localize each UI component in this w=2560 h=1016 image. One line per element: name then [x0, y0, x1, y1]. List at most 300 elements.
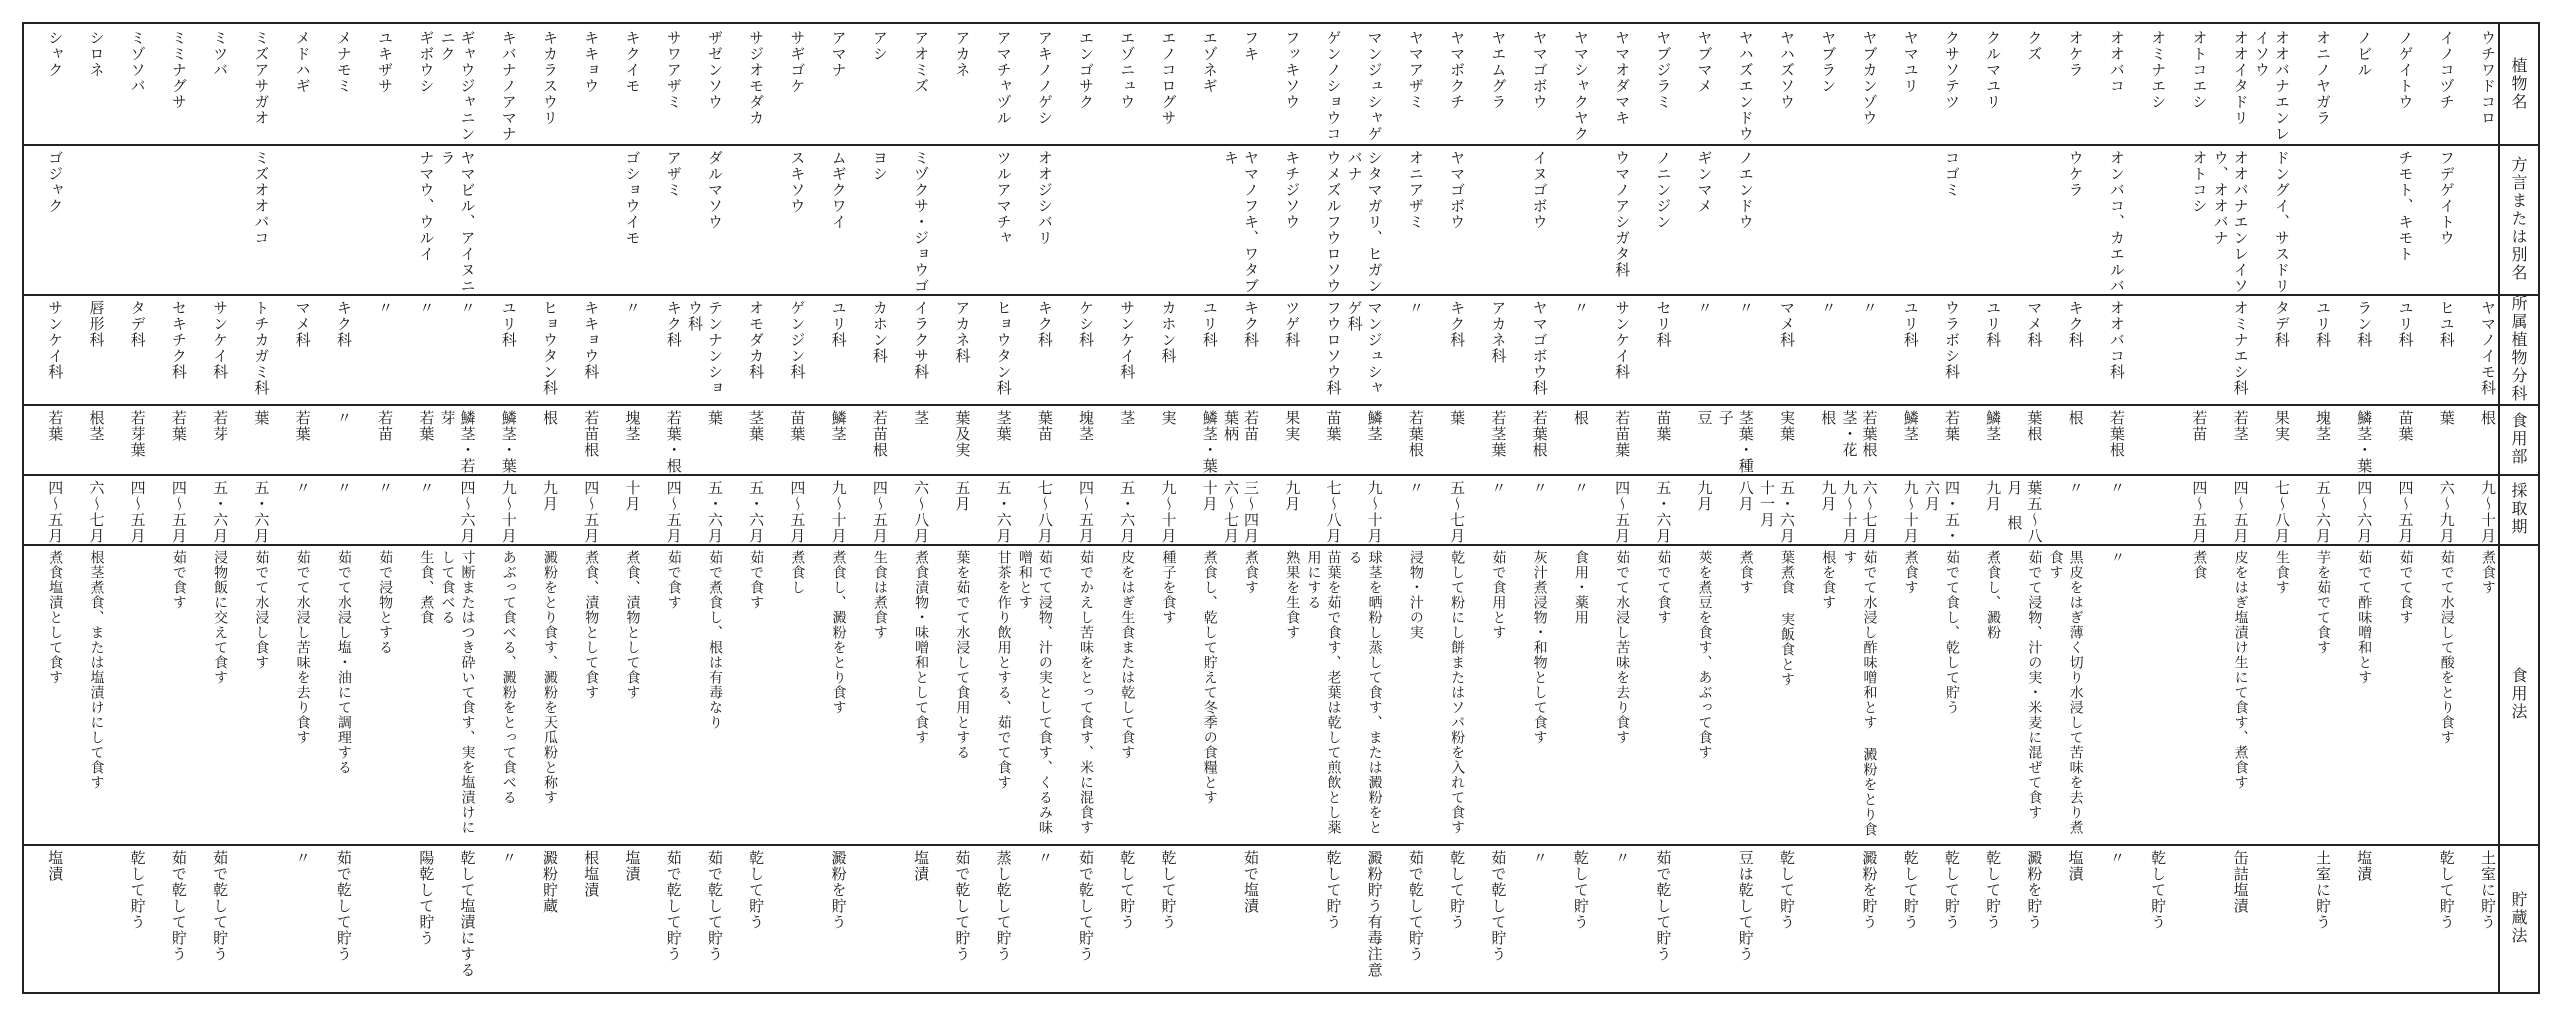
- cell-part: 根: [2066, 410, 2085, 426]
- cell-season: 〃: [293, 480, 312, 496]
- cell-family: 〃: [1695, 300, 1714, 316]
- cell-season: 九月: [1819, 480, 1838, 512]
- cell-name: サワアザミ: [664, 30, 683, 110]
- cell-name: ヤブラン: [1819, 30, 1838, 94]
- cell-family: オミナエシ科: [2231, 300, 2250, 396]
- cell-family: マメ科: [1778, 300, 1797, 348]
- cell-family: タデ科: [128, 300, 147, 348]
- cell-use: 乾して粉にし餅またはソバ粉を入れて食す: [1449, 550, 1466, 835]
- cell-storage: [1673, 844, 1714, 992]
- plant-column: [1302, 24, 1343, 992]
- cell-name: オトコエシ: [2190, 30, 2209, 110]
- cell-part: 若葉: [1942, 410, 1961, 442]
- cell-use: 寸断またはつき砕いて食す、実を塩漬けにして食べる: [439, 550, 476, 835]
- cell-alias: [2333, 144, 2374, 294]
- plant-column: [1550, 24, 1591, 992]
- plant-column: [1756, 24, 1797, 992]
- cell-family: アカネ科: [1489, 300, 1508, 364]
- cell-season: 四〜五月: [46, 480, 65, 544]
- plant-column: [1715, 24, 1756, 992]
- cell-storage: 陽乾して貯う: [417, 850, 436, 946]
- cell-part: 若葉根: [1406, 410, 1425, 458]
- cell-family: タデ科: [2272, 300, 2291, 348]
- cell-family: ヤマゴボウ科: [1530, 300, 1549, 396]
- cell-name: ヤハズソウ: [1778, 30, 1797, 110]
- cell-family: ユリ科: [2396, 300, 2415, 348]
- cell-part: [2127, 404, 2168, 474]
- cell-alias: [1055, 144, 1096, 294]
- cell-alias: [2003, 144, 2044, 294]
- cell-use: 茹で食す: [665, 550, 682, 610]
- plant-column: [2086, 24, 2127, 992]
- cell-part: 若葉: [417, 410, 436, 442]
- cell-season: 〃: [376, 480, 395, 496]
- plant-column: [2168, 24, 2209, 992]
- header-alias: 方言または別名: [2509, 156, 2528, 282]
- cell-name: ヤブマメ: [1695, 30, 1714, 94]
- cell-part: 鱗茎・葉: [1200, 410, 1219, 474]
- cell-use: 莢を煮豆を食す、あぶって食す: [1696, 550, 1713, 760]
- cell-part: 若苗葉: [1613, 410, 1632, 458]
- cell-season: 四〜五月: [169, 480, 188, 544]
- cell-name: オニノヤガラ: [2314, 30, 2333, 126]
- cell-season: 七〜八月: [1035, 480, 1054, 544]
- cell-alias: ダルマソウ: [705, 150, 724, 230]
- cell-alias: [1550, 144, 1591, 294]
- plant-column: [1014, 24, 1055, 992]
- plant-column: [65, 24, 106, 992]
- cell-use: 煮食漬物・味噌和として食す: [913, 550, 930, 745]
- cell-part: 若葉: [169, 410, 188, 442]
- cell-storage: 澱粉を貯う: [2025, 850, 2044, 930]
- cell-name: アカネ: [953, 30, 972, 78]
- cell-use: 熟果を生食す: [1284, 550, 1301, 640]
- cell-season: 四〜五月: [788, 480, 807, 544]
- cell-alias: ドングイ、サスドリ: [2272, 150, 2291, 294]
- cell-name: フキ: [1241, 30, 1260, 62]
- cell-season: 九〜十月: [2478, 480, 2497, 544]
- cell-season: 九〜十月: [499, 480, 518, 544]
- cell-season: 九〜十月: [1159, 480, 1178, 544]
- cell-storage: 乾して貯う: [128, 850, 147, 930]
- plant-column: [354, 24, 395, 992]
- cell-storage: 茹で乾して貯う: [664, 850, 683, 962]
- cell-season: 〃: [2107, 480, 2126, 496]
- plant-column: [1385, 24, 1426, 992]
- cell-part: 塊茎: [2314, 410, 2333, 442]
- cell-use: 浸物・汁の実: [1407, 550, 1424, 640]
- cell-use: 茹で浸物とする: [377, 550, 394, 655]
- cell-part: 根: [541, 410, 560, 426]
- plant-column: [1055, 24, 1096, 992]
- cell-alias: イヌゴボウ: [1530, 150, 1549, 230]
- cell-alias: ツルアマチャ: [994, 150, 1013, 246]
- cell-part: 茎葉: [747, 410, 766, 442]
- cell-alias: オオバナエンレイソウ、オオバナ: [2211, 150, 2250, 294]
- cell-use: 茹でて食し、乾して貯う: [1943, 550, 1960, 715]
- cell-family: ユリ科: [1984, 300, 2003, 348]
- header-name: 植物名: [2509, 57, 2528, 111]
- plant-column: [519, 24, 560, 992]
- cell-name: メナモミ: [334, 30, 353, 94]
- plant-column: [890, 24, 931, 992]
- cell-storage: 乾して貯う: [1901, 850, 1920, 930]
- cell-family: 〃: [623, 300, 642, 316]
- cell-storage: [1797, 844, 1838, 992]
- cell-season: 〃: [417, 480, 436, 496]
- cell-use: 煮食す: [1737, 550, 1754, 595]
- cell-storage: 缶詰塩漬: [2231, 850, 2250, 914]
- cell-season: 六〜八月: [912, 480, 931, 544]
- cell-storage: 塩漬: [2355, 850, 2374, 882]
- cell-part: 鱗茎: [1365, 410, 1384, 442]
- plant-column: [230, 24, 271, 992]
- cell-storage: 乾して貯う: [1571, 850, 1590, 930]
- cell-name: ミズアサガオ: [252, 30, 271, 126]
- cell-use: 〃: [2108, 550, 2125, 565]
- cell-alias: ゴジャク: [46, 150, 65, 214]
- cell-part: 苗葉: [1324, 410, 1343, 442]
- cell-season: 五・六月: [211, 480, 230, 544]
- cell-season: 四〜五月: [2396, 480, 2415, 544]
- cell-storage: [230, 844, 271, 992]
- cell-family: キク科: [1448, 300, 1467, 348]
- cell-storage: 乾して貯う: [1448, 850, 1467, 930]
- plant-column: [931, 24, 972, 992]
- cell-part: 葉及実: [953, 410, 972, 458]
- cell-name: ゲンノショウコ: [1324, 30, 1343, 142]
- cell-name: エンゴサク: [1077, 30, 1096, 110]
- cell-storage: 〃: [1613, 850, 1632, 866]
- cell-use: 茹でて水浸し酢味噌和とす 澱粉をとり食す: [1841, 550, 1878, 837]
- cell-alias: [1179, 144, 1220, 294]
- cell-alias: [1797, 144, 1838, 294]
- cell-alias: [931, 144, 972, 294]
- cell-part: 葉: [705, 410, 724, 426]
- cell-use: 葉煮食 実飯食とす: [1779, 550, 1796, 687]
- cell-storage: 乾して貯う: [1118, 850, 1137, 930]
- cell-use: 浸物飯に交えて食す: [212, 550, 229, 685]
- cell-alias: オンバコ、カエルバ: [2107, 150, 2126, 294]
- plant-column: [1962, 24, 2003, 992]
- plant-column: [271, 24, 312, 992]
- cell-season: 九月: [1283, 480, 1302, 512]
- plant-column: [1179, 24, 1220, 992]
- cell-season: 七〜八月: [1324, 480, 1343, 544]
- cell-name: アオミズ: [912, 30, 931, 94]
- cell-name: キバナノアマナ: [499, 30, 518, 142]
- cell-name: ギャウジャニンニク: [438, 30, 477, 142]
- cell-alias: ヤマゴボウ: [1448, 150, 1467, 230]
- cell-name: オミナエシ: [2149, 30, 2168, 110]
- cell-alias: [189, 144, 230, 294]
- cell-part: 根: [1819, 410, 1838, 426]
- cell-storage: 塩漬: [912, 850, 931, 882]
- cell-storage: 澱粉貯う有毒注意: [1365, 850, 1384, 978]
- cell-part: 若葉根茎・花: [1840, 410, 1879, 458]
- cell-storage: 茹で乾して貯う: [1077, 850, 1096, 962]
- cell-name: サギゴケ: [788, 30, 807, 94]
- cell-family: 〃: [458, 300, 477, 316]
- cell-name: クズ: [2025, 30, 2044, 62]
- cell-family: サンケイ科: [1118, 300, 1137, 380]
- cell-season: 〃: [1406, 480, 1425, 496]
- cell-name: ヤマオダマキ: [1613, 30, 1632, 126]
- cell-season: 〃: [2066, 480, 2085, 496]
- cell-family: ユリ科: [1200, 300, 1219, 348]
- cell-alias: ウケラ: [2066, 150, 2085, 198]
- cell-storage: 澱粉を貯う: [1860, 850, 1879, 930]
- cell-part: 鱗茎・葉: [499, 410, 518, 474]
- cell-part: 茎葉: [994, 410, 1013, 442]
- cell-use: 煮食し、澱粉をとり食す: [830, 550, 847, 715]
- cell-part: 果実: [2272, 410, 2291, 442]
- cell-family: カホン科: [1159, 300, 1178, 364]
- cell-storage: [849, 844, 890, 992]
- cell-family: 〃: [1571, 300, 1590, 316]
- cell-family: トチカガミ科: [252, 300, 271, 396]
- cell-part: 実: [1159, 410, 1178, 426]
- cell-season: 七〜八月: [2272, 480, 2291, 544]
- cell-season: 四〜五月: [1613, 480, 1632, 544]
- cell-family: 唇形科: [87, 300, 106, 348]
- cell-storage: 乾して貯う: [2437, 850, 2456, 930]
- cell-name: ヤブカンゾウ: [1860, 30, 1879, 126]
- cell-season: 九〜十月: [1901, 480, 1920, 544]
- cell-name: ギボウシ: [417, 30, 436, 94]
- cell-alias: ウメズルフウロソウ: [1324, 150, 1343, 294]
- cell-storage: 乾して貯う: [747, 850, 766, 930]
- cell-name: フッキソウ: [1283, 30, 1302, 110]
- plant-column: [2374, 24, 2415, 992]
- cell-alias: アザミ: [664, 150, 683, 198]
- cell-use: あぶって食べる、澱粉をとって食べる: [500, 550, 517, 805]
- cell-family: [2168, 294, 2209, 404]
- cell-alias: [148, 144, 189, 294]
- cell-alias: ミヅクサ・ジョウゴ: [912, 150, 931, 294]
- cell-part: 根: [1571, 410, 1590, 426]
- cell-family: 〃: [1406, 300, 1425, 316]
- plant-column: [189, 24, 230, 992]
- cell-use: 茹でかえし苦味をとって食す、米に混食す: [1078, 550, 1095, 835]
- cell-alias: ミズオオバコ: [252, 150, 271, 246]
- cell-part: 実葉: [1778, 410, 1797, 442]
- cell-family: ユリ科: [1901, 300, 1920, 348]
- cell-name: クサソテツ: [1942, 30, 1961, 110]
- cell-family: [2127, 294, 2168, 404]
- cell-alias: ギンマメ: [1695, 150, 1714, 214]
- cell-alias: チモト、キモト: [2396, 150, 2415, 262]
- cell-season: 五・六月: [747, 480, 766, 544]
- cell-alias: ウマノアシガタ科: [1613, 150, 1632, 278]
- cell-alias: [1838, 144, 1879, 294]
- cell-season: 六〜七月 九〜十月: [1840, 480, 1879, 544]
- plant-column: [849, 24, 890, 992]
- cell-name: アマチャヅル: [994, 30, 1013, 126]
- cell-alias: オトコシ: [2190, 150, 2209, 214]
- cell-use: 煮食す: [2479, 550, 2496, 595]
- cell-name: エゾネギ: [1200, 30, 1219, 94]
- cell-alias: [1467, 144, 1508, 294]
- plant-column: [2044, 24, 2085, 992]
- plant-column: [1838, 24, 1879, 992]
- cell-family: キク科: [1241, 300, 1260, 348]
- plant-column: [24, 24, 65, 992]
- cell-use: 茹でて水浸し塩・油にて調理する: [335, 550, 352, 775]
- cell-part: 苗葉: [788, 410, 807, 442]
- cell-name: オオイタドリ: [2231, 30, 2250, 126]
- cell-storage: 乾して貯う: [1778, 850, 1797, 930]
- cell-season: 九〜十月: [1365, 480, 1384, 544]
- header-season: 採取期: [2509, 482, 2528, 536]
- cell-season: 四〜五月: [2190, 480, 2209, 544]
- plant-column: [684, 24, 725, 992]
- cell-name: イノコヅチ: [2437, 30, 2456, 110]
- plant-column: [1220, 24, 1261, 992]
- cell-name: ノビル: [2355, 30, 2374, 78]
- cell-family: サンケイ科: [1613, 300, 1632, 380]
- cell-use: 生食す: [2273, 550, 2290, 595]
- cell-storage: 茹で乾して貯う: [953, 850, 972, 962]
- cell-part: 苗葉: [2396, 410, 2415, 442]
- cell-season: 四・五・六月: [1922, 480, 1961, 544]
- plant-column: [106, 24, 147, 992]
- cell-storage: 塩漬: [2066, 850, 2085, 882]
- cell-part: 若葉・根: [664, 410, 683, 474]
- cell-use: 葉を茹でて水浸して食用とする: [954, 550, 971, 760]
- cell-part: 茎葉・種子: [1716, 410, 1755, 474]
- cell-name: ノゲイトウ: [2396, 30, 2415, 110]
- cell-family: キク科: [664, 300, 683, 348]
- cell-alias: ヨシ: [870, 150, 889, 182]
- cell-storage: 茹で乾して貯う: [211, 850, 230, 962]
- cell-name: ウチワドコロ: [2478, 30, 2497, 126]
- cell-season: 五・六月: [994, 480, 1013, 544]
- cell-use: 皮をはぎ塩漬け生にて食す、煮食す: [2232, 550, 2249, 790]
- plant-column: [725, 24, 766, 992]
- cell-part: 若苗: [376, 410, 395, 442]
- cell-family: 〃: [417, 300, 436, 316]
- cell-storage: 塩漬: [46, 850, 65, 882]
- cell-alias: [1096, 144, 1137, 294]
- cell-name: エゾニュウ: [1118, 30, 1137, 110]
- cell-season: 四〜五月: [664, 480, 683, 544]
- cell-name: アシ: [870, 30, 889, 62]
- cell-use: 煮食: [2191, 550, 2208, 580]
- cell-storage: 茹で乾して貯う: [1489, 850, 1508, 962]
- cell-storage: 茹で乾して貯う: [705, 850, 724, 962]
- cell-season: 四〜五月: [870, 480, 889, 544]
- cell-storage: 澱粉貯蔵: [541, 850, 560, 914]
- cell-name: ミツバ: [211, 30, 230, 78]
- cell-family: ヤマノイモ科: [2478, 300, 2497, 396]
- cell-name: ヤマユリ: [1901, 30, 1920, 94]
- cell-season: 五・六月 十一月: [1758, 480, 1797, 544]
- cell-name: ヤマボクチ: [1448, 30, 1467, 110]
- cell-use: 芋を茹でて食す: [2315, 550, 2332, 655]
- cell-name: クルマユリ: [1984, 30, 2003, 110]
- cell-season: 五・六月: [1654, 480, 1673, 544]
- cell-alias: [1880, 144, 1921, 294]
- cell-alias: コゴミ: [1942, 150, 1961, 198]
- cell-season: 〃: [334, 480, 353, 496]
- cell-part: 葉: [252, 410, 271, 426]
- cell-alias: [271, 144, 312, 294]
- cell-storage: 乾して貯う: [1984, 850, 2003, 930]
- plant-column: [2292, 24, 2333, 992]
- cell-use: [106, 544, 147, 844]
- cell-family: ラン科: [2355, 300, 2374, 348]
- plant-column: [766, 24, 807, 992]
- cell-use: 茹でて食す: [1655, 550, 1672, 625]
- cell-family: セキチク科: [169, 300, 188, 380]
- cell-storage: [2251, 844, 2292, 992]
- cell-alias: [2127, 144, 2168, 294]
- cell-name: キクイモ: [623, 30, 642, 94]
- cell-use: 煮食、漬物として食す: [624, 550, 641, 700]
- cell-use: 種子を食す: [1160, 550, 1177, 625]
- plant-column: [1632, 24, 1673, 992]
- plant-column: [1467, 24, 1508, 992]
- cell-alias: [1756, 144, 1797, 294]
- cell-use: 黒皮をはぎ薄く切り水浸して苦味を去り煮食す: [2047, 550, 2084, 835]
- cell-alias: [106, 144, 147, 294]
- cell-use: 茹で食用とす: [1490, 550, 1507, 640]
- cell-part: 鱗茎: [1901, 410, 1920, 442]
- cell-part: 鱗茎: [829, 410, 848, 442]
- cell-family: ヒョウタン科: [994, 300, 1013, 396]
- cell-name: アキノノゲシ: [1035, 30, 1054, 126]
- cell-season: 九月: [541, 480, 560, 512]
- cell-family: ゲンジン科: [788, 300, 807, 380]
- cell-storage: [65, 844, 106, 992]
- cell-storage: 豆は乾して貯う: [1736, 850, 1755, 962]
- cell-name: ヤブジラミ: [1654, 30, 1673, 110]
- cell-family: サンケイ科: [211, 300, 230, 380]
- cell-family: キク科: [1035, 300, 1054, 348]
- cell-name: シャク: [46, 30, 65, 78]
- cell-alias: [2292, 144, 2333, 294]
- plant-column: [436, 24, 477, 992]
- plant-column: [972, 24, 1013, 992]
- cell-family: アカネ科: [953, 300, 972, 364]
- cell-storage: [766, 844, 807, 992]
- cell-use: 澱粉をとり食す、澱粉を天瓜粉と称す: [542, 550, 559, 805]
- cell-part: 塊茎: [1077, 410, 1096, 442]
- plant-column: [2251, 24, 2292, 992]
- cell-part: 若茎: [2231, 410, 2250, 442]
- cell-season: 十月: [623, 480, 642, 512]
- cell-name: ミミナグサ: [169, 30, 188, 110]
- cell-part: 葉根: [2025, 410, 2044, 442]
- cell-name: ヤハズエンドウ: [1736, 30, 1755, 142]
- cell-part: 若茎葉: [1489, 410, 1508, 458]
- cell-season: 九月: [1695, 480, 1714, 512]
- plant-column: [395, 24, 436, 992]
- cell-family: マメ科: [2025, 300, 2044, 348]
- cell-part: 若芽葉: [128, 410, 147, 458]
- cell-season: 〃: [1571, 480, 1590, 496]
- cell-alias: フデゲイトウ: [2437, 150, 2456, 246]
- plant-table: [22, 22, 2540, 994]
- cell-alias: ナマウ、ウルイ: [417, 150, 436, 262]
- cell-alias: ノニンジン: [1654, 150, 1673, 230]
- cell-name: マンジュシャゲ: [1365, 30, 1384, 142]
- cell-storage: 乾して貯う: [1324, 850, 1343, 930]
- cell-storage: 茹で乾して貯う: [1654, 850, 1673, 962]
- cell-storage: 茹で乾して貯う: [1406, 850, 1425, 962]
- plant-column: [2333, 24, 2374, 992]
